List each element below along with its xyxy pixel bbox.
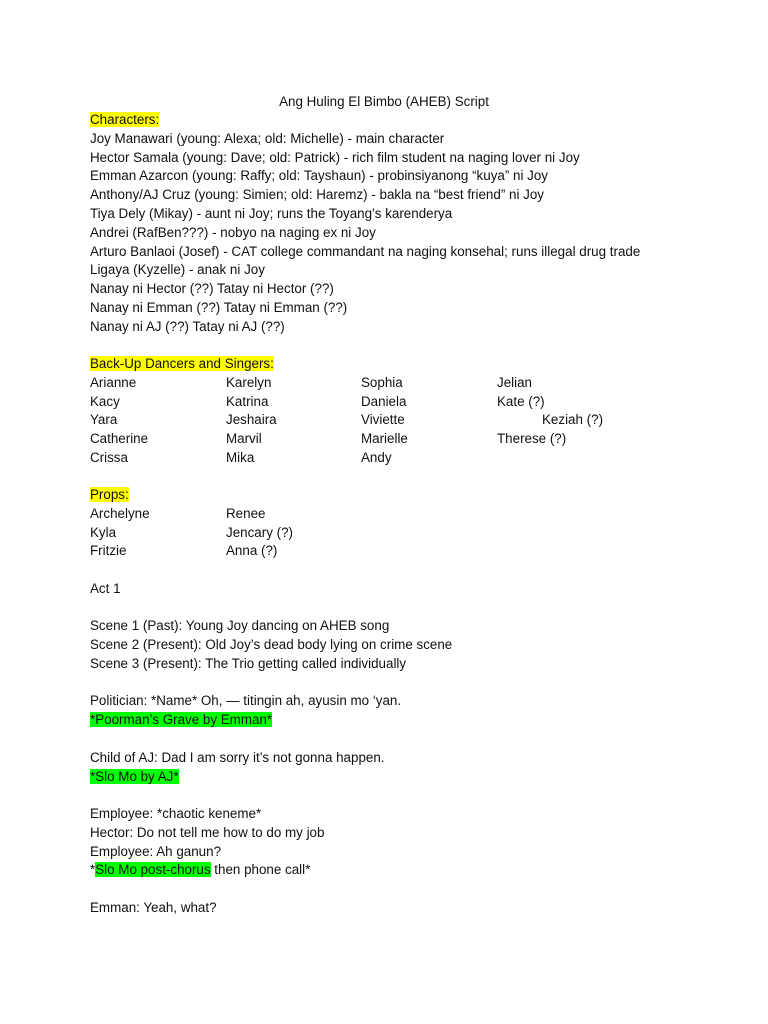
dancers-row bbox=[90, 374, 728, 393]
prop-name: Archelyne bbox=[90, 505, 150, 521]
dialogue-line: Emman: Yeah, what? bbox=[90, 900, 217, 915]
character-line: Nanay ni Hector (??) Tatay ni Hector (??) bbox=[90, 281, 334, 297]
employee-block bbox=[90, 805, 728, 880]
props-row bbox=[90, 524, 728, 543]
scene-line: Scene 1 (Past): Young Joy dancing on AHEB song bbox=[90, 618, 390, 633]
character-line: Emman Azarcon (young: Raffy; old: Tayshaun) - probinsiyanong “kuya” ni Joy bbox=[90, 168, 548, 184]
dancer-name: Mika bbox=[226, 449, 255, 465]
dancer-name: Kate (?) bbox=[497, 393, 545, 409]
character-line: Andrei (RafBen???) - nobyo na naging ex ni Joy bbox=[90, 224, 376, 240]
character-line: Anthony/AJ Cruz (young: Simien; old: Haremz) - bakla na “best friend” ni Joy bbox=[90, 187, 544, 203]
character-line: Tiya Dely (Mikay) - aunt ni Joy; runs the Toyang’s karenderya bbox=[90, 205, 453, 221]
dancers-heading: Back-Up Dancers and Singers: bbox=[90, 356, 274, 371]
dancer-name: Keziah (?) bbox=[542, 412, 604, 428]
dancers-row bbox=[90, 411, 728, 430]
dialogue-line: Employee: Ah ganun? bbox=[90, 843, 222, 859]
scene-line: Scene 2 (Present): Old Joy’s dead body lying on crime scene bbox=[90, 636, 453, 652]
character-line: Ligaya (Kyzelle) - anak ni Joy bbox=[90, 262, 265, 278]
song-cue-line bbox=[90, 861, 728, 880]
dancer-name: Marvil bbox=[226, 431, 262, 447]
dancer-name: Jelian bbox=[497, 374, 532, 390]
dancer-name: Karelyn bbox=[226, 374, 272, 390]
character-line: Nanay ni Emman (??) Tatay ni Emman (??) bbox=[90, 299, 348, 315]
dialogue-line: Child of AJ: Dad I am sorry it’s not gonna happen. bbox=[90, 750, 385, 765]
dancer-name: Yara bbox=[90, 412, 118, 428]
character-line: Arturo Banlaoi (Josef) - CAT college commandant na naging konsehal; runs illegal drug trade bbox=[90, 243, 641, 259]
emman-block bbox=[90, 899, 728, 918]
dancers-section bbox=[90, 355, 728, 468]
cue-suffix: then phone call* bbox=[210, 862, 311, 878]
cue-prefix: * bbox=[90, 862, 96, 878]
dancer-name: Viviette bbox=[361, 412, 405, 428]
song-cue: *Poorman’s Grave by Emman* bbox=[90, 711, 273, 727]
scene-line: Scene 3 (Present): The Trio getting called individually bbox=[90, 655, 407, 671]
dancer-name: Arianne bbox=[90, 374, 137, 390]
dancer-name: Therese (?) bbox=[497, 431, 567, 447]
prop-name: Jencary (?) bbox=[226, 524, 293, 540]
dancer-name: Catherine bbox=[90, 431, 149, 447]
props-row bbox=[90, 505, 728, 524]
dancer-name: Daniela bbox=[361, 393, 407, 409]
song-cue: *Slo Mo by AJ* bbox=[90, 768, 179, 784]
dancer-name: Crissa bbox=[90, 449, 128, 465]
dialogue-line: Hector: Do not tell me how to do my job bbox=[90, 824, 325, 840]
scenes-section bbox=[90, 617, 728, 673]
dancer-name: Marielle bbox=[361, 431, 408, 447]
prop-name: Renee bbox=[226, 505, 266, 521]
dancer-name: Andy bbox=[361, 449, 392, 465]
dancer-name: Jeshaira bbox=[226, 412, 277, 428]
character-line: Hector Samala (young: Dave; old: Patrick) - rich film student na naging lover ni Joy bbox=[90, 149, 580, 165]
dialogue-line: Employee: *chaotic keneme* bbox=[90, 806, 262, 821]
document-title: Ang Huling El Bimbo (AHEB) Script bbox=[279, 94, 489, 109]
dialogue-line: Politician: *Name* Oh, — titingin ah, ayusin mo ‘yan. bbox=[90, 693, 402, 708]
politician-block bbox=[90, 692, 728, 730]
prop-name: Anna (?) bbox=[226, 543, 278, 559]
child-block bbox=[90, 749, 728, 787]
props-section bbox=[90, 486, 728, 561]
dancers-row bbox=[90, 393, 728, 412]
props-row bbox=[90, 542, 728, 561]
dancers-row bbox=[90, 430, 728, 449]
character-line: Joy Manawari (young: Alexa; old: Michelle) - main character bbox=[90, 130, 445, 146]
dancer-name: Katrina bbox=[226, 393, 269, 409]
act-heading-block bbox=[90, 580, 728, 599]
prop-name: Kyla bbox=[90, 524, 117, 540]
dancer-name: Kacy bbox=[90, 393, 120, 409]
act-heading: Act 1 bbox=[90, 581, 121, 596]
song-cue: Slo Mo post-chorus bbox=[95, 862, 211, 878]
props-heading: Props: bbox=[90, 487, 129, 502]
dancers-row bbox=[90, 449, 728, 468]
characters-heading: Characters: bbox=[90, 112, 160, 127]
dancer-name: Sophia bbox=[361, 374, 403, 390]
character-line: Nanay ni AJ (??) Tatay ni AJ (??) bbox=[90, 318, 285, 334]
characters-section bbox=[90, 111, 728, 337]
prop-name: Fritzie bbox=[90, 543, 127, 559]
